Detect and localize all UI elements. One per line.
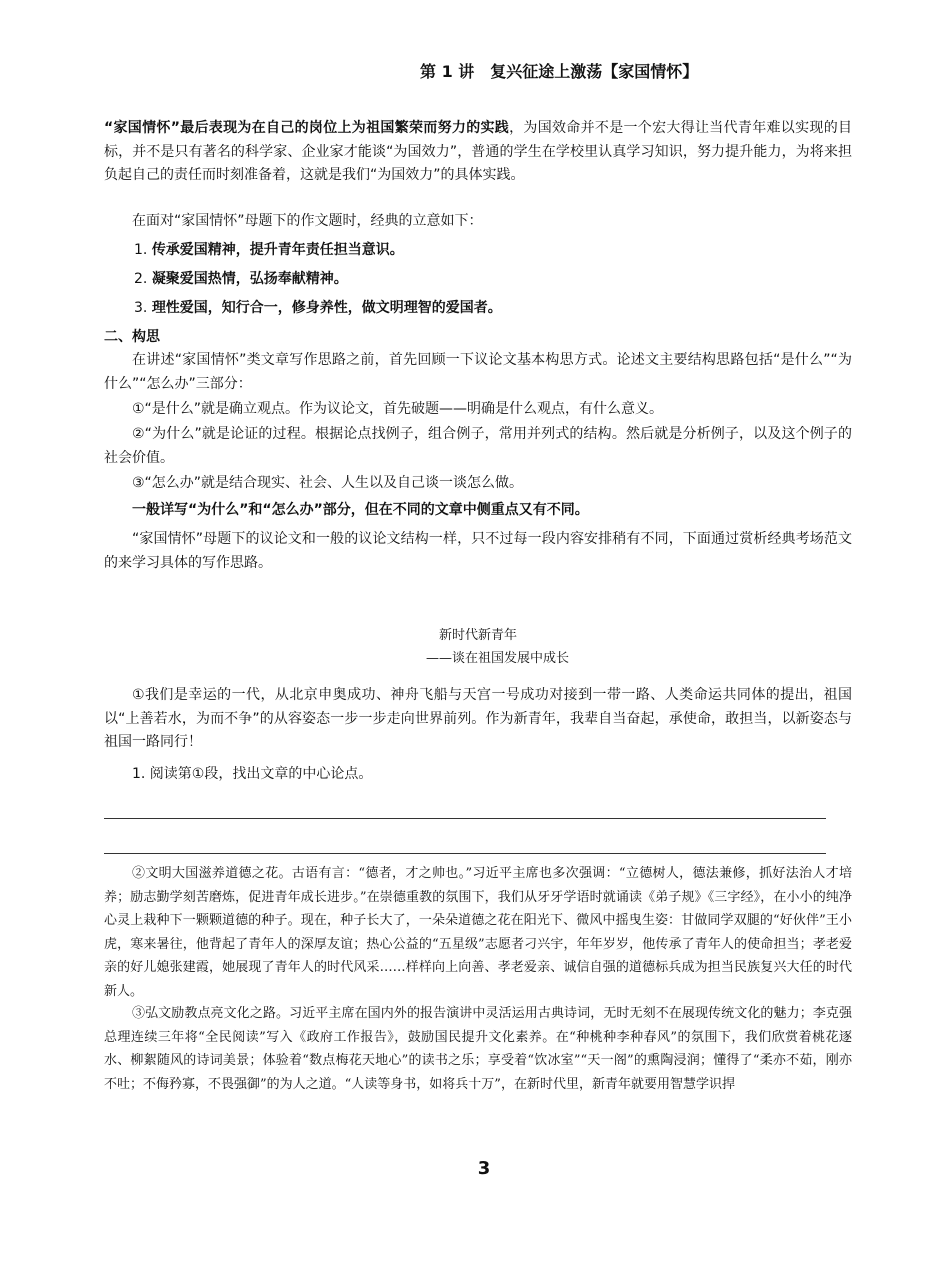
section-heading: 二、构思 — [104, 329, 160, 345]
point-how: ③“怎么办”就是结合现实、社会、人生以及自己谈一谈怎么做。 — [132, 475, 524, 491]
topic-item-3 — [134, 297, 852, 321]
essay-paragraph-2: ②文明大国滋养道德之花。古语有言：“德者，才之帅也。”习近平主席也多次强调：“立德树人，德法兼修，抓好法治人才培养；励志勤学刻苦磨炼，促进青年成长进步。”在崇德重教的氛围下，我们从牙牙学语时就诵读《弟子规》《三字经》，在小小的纯净心灵上栽种下一颗颗道德的种子。现在，种子长大了，一朵朵道德之花在阳光下、微风中摇曳生姿：甘做同学双腿的“好伙伴”王小虎，寒来暑往，他背起了青年人的深厚友谊；热心公益的“五星级”志愿者刁兴宇，年年岁岁，他传承了青年人的使命担当；孝老爱亲的好儿媳张建霞，她展现了青年人的时代风采……样样向上向善、孝老爱亲、诚信自强的道德标兵成为担当民族复兴大任的时代新人。 — [104, 866, 852, 999]
page-number: 3 — [477, 1158, 491, 1179]
topic-item-1 — [134, 239, 852, 263]
question-prompt: 1. 阅读第①段，找出文章的中心论点。 — [132, 766, 373, 782]
emphasis-text: 一般详写“为什么”和“怎么办”部分，但在不同的文章中侧重点又有不同。 — [132, 502, 589, 518]
structure-paragraph: 在讲述“家国情怀”类文章写作思路之前，首先回顾一下议论文基本构思方式。论述文主要结构思路包括“是什么”“为什么”“怎么办”三部分： — [104, 352, 852, 392]
transition-paragraph: “家国情怀”母题下的议论文和一般的议论文结构一样，只不过每一段内容安排稍有不同，下面通过赏析经典考场范文的来学习具体的写作思路。 — [104, 531, 852, 571]
topic-number: 1. — [134, 242, 148, 258]
intro-paragraph — [104, 117, 852, 188]
essay-subtitle: ——谈在祖国发展中成长 — [426, 651, 570, 666]
essay-paragraph-3: ③弘文励教点亮文化之路。习近平主席在国内外的报告演讲中灵活运用古典诗词，无时无刻不在展现传统文化的魅力；李克强总理连续三年将“全民阅读”写入《政府工作报告》，鼓励国民提升文化素养。在“种桃种李种春风”的氛围下，我们欣赏着桃花逐水、柳絮随风的诗词美景；体验着“数点梅花天地心”的读书之乐；享受着“饮冰室”“天一阁”的熏陶浸润；懂得了“柔亦不茹，刚亦不吐；不侮矜寡，不畏强御”的为人之道。“人读等身书，如将兵十万”，在新时代里，新青年就要用智慧学识捍 — [104, 1006, 852, 1092]
point-why: ②“为什么”就是论证的过程。根据论点找例子，组合例子，常用并列式的结构。然后就是分析例子，以及这个例子的社会价值。 — [104, 426, 852, 466]
topic-text: 理性爱国，知行合一，修身养性，做文明理智的爱国者。 — [151, 300, 502, 316]
topic-text: 传承爱国精神，提升青年责任担当意识。 — [151, 242, 404, 258]
answer-line-1 — [104, 818, 826, 819]
topic-text: 凝聚爱国热情，弘扬奉献精神。 — [151, 271, 348, 287]
answer-line-2 — [104, 853, 826, 854]
intro-rest: ，为国效命并不是一个宏大得让当代青年难以实现的目标，并不是只有著名的科学家、企业家才能谈“为国效力”，普通的学生在学校里认真学习知识，努力提升能力，为将来担负起自己的责任而时刻准备着，这就是我们“为国效力”的具体实践。 — [104, 120, 853, 183]
intro-lead: “家国情怀”最后表现为在自己的岗位上为祖国繁荣而努力的实践 — [104, 120, 510, 136]
essay-title: 新时代新青年 — [438, 628, 517, 643]
point-what: ①“是什么”就是确立观点。作为议论文，首先破题——明确是什么观点，有什么意义。 — [132, 401, 664, 417]
topic-number: 3. — [134, 300, 148, 316]
page-title: 第 1 讲 复兴征途上激荡【家国情怀】 — [420, 62, 699, 81]
topic-item-2 — [134, 268, 852, 292]
essay-paragraph-1: ①我们是幸运的一代，从北京申奥成功、神舟飞船与天宫一号成功对接到一带一路、人类命运共同体的提出，祖国以“上善若水，为而不争”的从容姿态一步一步走向世界前列。作为新青年，我辈自当奋起，承使命，敢担当，以新姿态与祖国一路同行！ — [104, 687, 852, 750]
topic-number: 2. — [134, 271, 148, 287]
topics-intro: 在面对“家国情怀”母题下的作文题时，经典的立意如下： — [132, 213, 483, 229]
